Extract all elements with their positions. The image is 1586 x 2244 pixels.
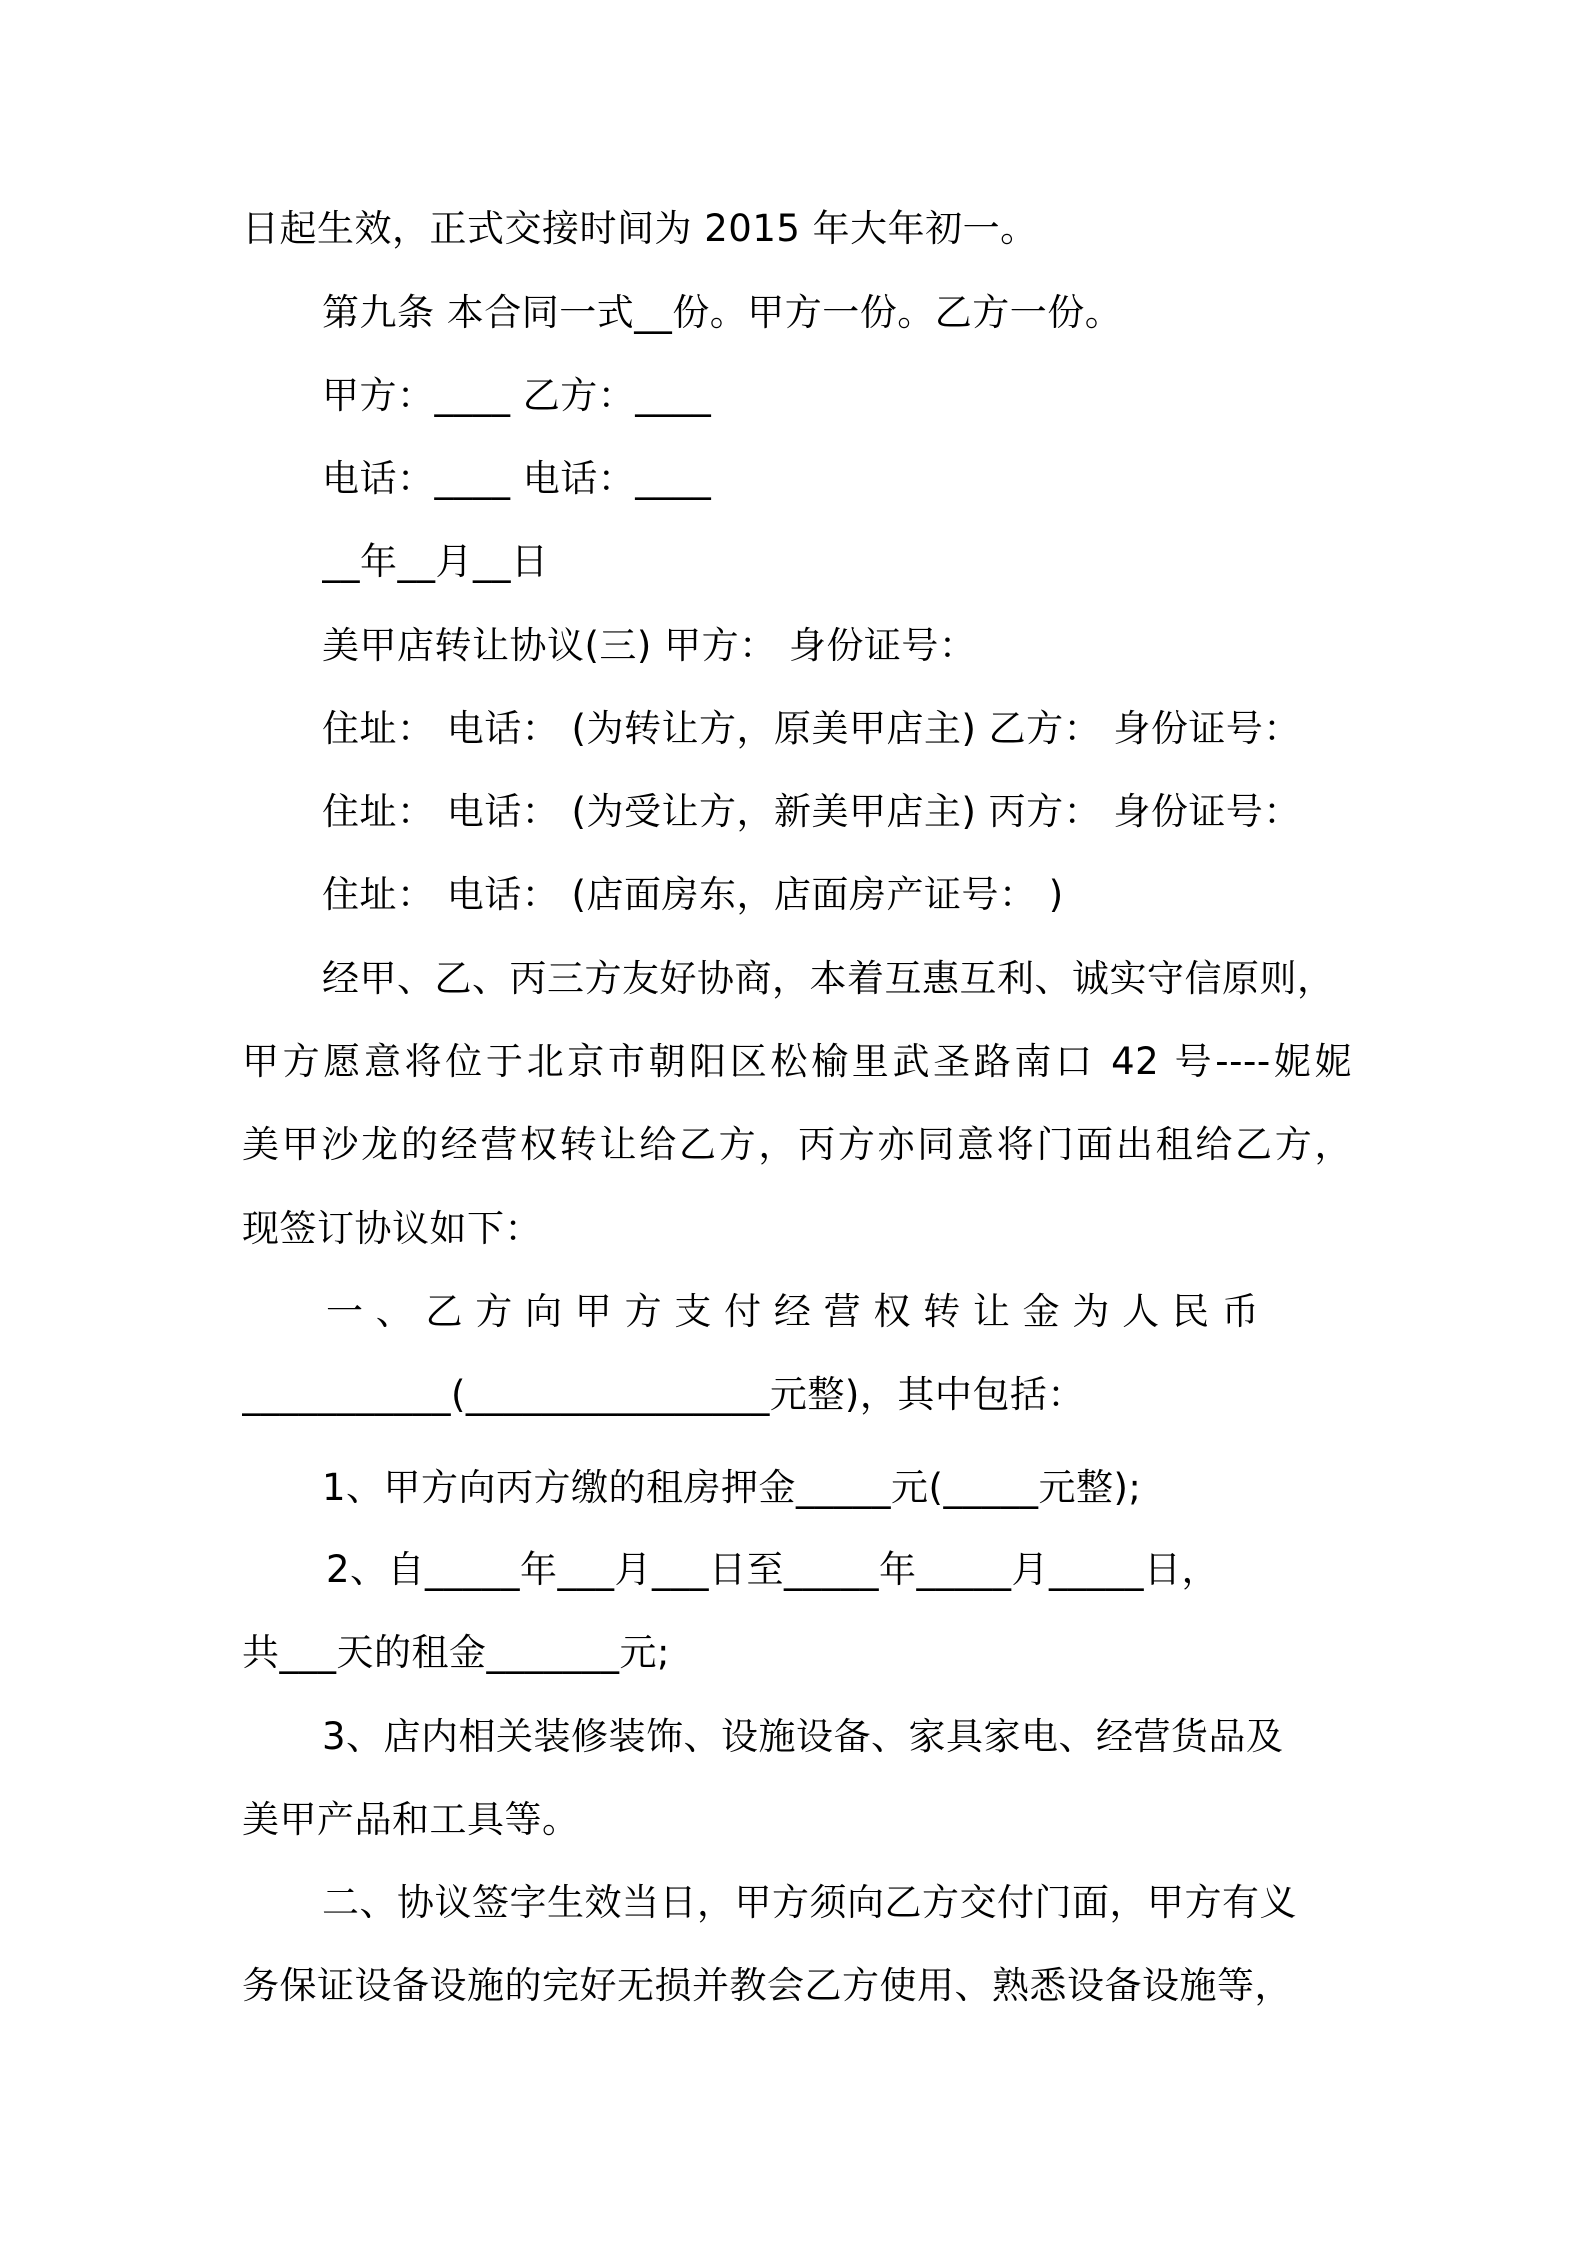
text-line-16: 1、甲方向丙方缴的租房押金_____元(_____元整); (322, 1466, 1142, 1509)
text-line-15: ___________(________________元整)，其中包括： (242, 1373, 1085, 1416)
text-line-11: 甲方愿意将位于北京市朝阳区松榆里武圣路南口 42 号----妮妮 (242, 1040, 1352, 1083)
text-line-3: 甲方：____ 乙方：____ (322, 374, 712, 417)
text-line-8: 住址： 电话： (为受让方，新美甲店主) 丙方： 身份证号： (322, 790, 1301, 833)
text-line-13: 现签订协议如下： (242, 1207, 542, 1250)
text-line-18: 共___天的租金_______元; (242, 1631, 670, 1674)
text-line-6: 美甲店转让协议(三) 甲方： 身份证号： (322, 624, 977, 667)
text-line-22: 务保证设备设施的完好无损并教会乙方使用、熟悉设备设施等， (242, 1964, 1292, 2007)
text-line-14: 一 、 乙 方 向 甲 方 支 付 经 营 权 转 让 金 为 人 民 币 (326, 1290, 1260, 1333)
text-line-21: 二、协议签字生效当日，甲方须向乙方交付门面，甲方有义 (322, 1881, 1297, 1924)
text-line-1: 日起生效，正式交接时间为 2015 年大年初一。 (242, 207, 1038, 250)
text-line-7: 住址： 电话： (为转让方，原美甲店主) 乙方： 身份证号： (322, 707, 1301, 750)
text-line-5: __年__月__日 (322, 540, 549, 583)
text-line-19: 3、店内相关装修装饰、设施设备、家具家电、经营货品及 (322, 1715, 1284, 1758)
text-line-20: 美甲产品和工具等。 (242, 1798, 580, 1841)
text-line-9: 住址： 电话： (店面房东，店面房产证号： ) (322, 873, 1064, 916)
text-line-17: 2、自_____年___月___日至_____年_____月_____日， (326, 1548, 1220, 1591)
text-line-2: 第九条 本合同一式__份。甲方一份。乙方一份。 (322, 291, 1123, 334)
text-line-10: 经甲、乙、丙三方友好协商，本着互惠互利、诚实守信原则， (322, 957, 1335, 1000)
text-line-4: 电话：____ 电话：____ (322, 457, 712, 500)
text-line-12: 美甲沙龙的经营权转让给乙方，丙方亦同意将门面出租给乙方， (242, 1123, 1352, 1166)
